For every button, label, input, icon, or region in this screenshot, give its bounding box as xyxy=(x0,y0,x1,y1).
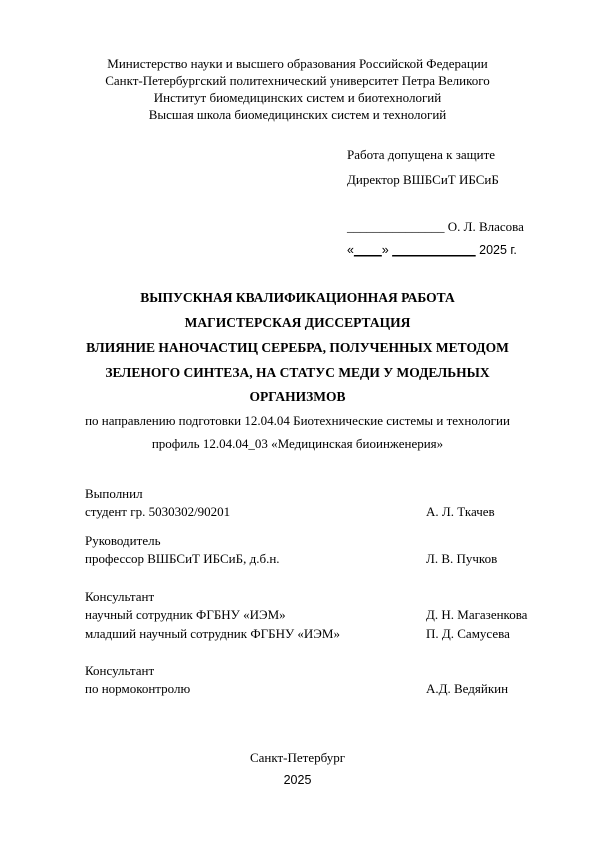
supervisor-role: профессор ВШБСиТ ИБСиБ, д.б.н. xyxy=(85,551,280,566)
thesis-title-line1: ВЛИЯНИЕ НАНОЧАСТИЦ СЕРЕБРА, ПОЛУЧЕННЫХ МЕТОДОМ xyxy=(86,340,509,355)
date-month-blank: ____________ xyxy=(392,243,476,257)
consultant-label: Консультант xyxy=(85,589,155,604)
supervisor-name: Л. В. Пучков xyxy=(426,551,498,566)
normcontrol-label: Консультант xyxy=(85,663,155,678)
year-text: 2025 xyxy=(283,773,312,787)
consultant2-name: П. Д. Самусева xyxy=(426,626,510,641)
student-name: А. Л. Ткачев xyxy=(426,504,495,519)
date-year: 2025 г. xyxy=(475,243,517,257)
thesis-title-line3: ОРГАНИЗМОВ xyxy=(249,389,346,404)
consultant1-name: Д. Н. Магазенкова xyxy=(426,607,528,622)
date-day-blank: ____ xyxy=(353,243,382,257)
director-text: Директор ВШБСиТ ИБСиБ xyxy=(347,172,499,187)
date-open-quote: « xyxy=(347,243,354,257)
supervisor-label: Руководитель xyxy=(85,533,161,548)
direction-text: по направлению подготовки 12.04.04 Биотехнические системы и технологии xyxy=(85,413,510,428)
degree-title: МАГИСТЕРСКАЯ ДИССЕРТАЦИЯ xyxy=(184,315,411,330)
city-text: Санкт-Петербург xyxy=(249,750,346,765)
consultant1-role: научный сотрудник ФГБНУ «ИЭМ» xyxy=(85,607,286,622)
university-line: Санкт-Петербургский политехнический университет Петра Великого xyxy=(105,73,490,88)
normcontrol-role: по нормоконтролю xyxy=(85,681,191,696)
admitted-text: Работа допущена к защите xyxy=(347,147,496,162)
institute-line: Институт биомедицинских систем и биотехнологий xyxy=(153,90,442,105)
signature-line: _______________ О. Л. Власова xyxy=(347,219,524,234)
approval-date xyxy=(347,243,517,257)
student-role: студент гр. 5030302/90201 xyxy=(85,504,231,519)
date-close-quote: » xyxy=(381,243,393,257)
normcontrol-name: А.Д. Ведяйкин xyxy=(426,681,509,696)
school-line: Высшая школа биомедицинских систем и технологий xyxy=(148,107,447,122)
profile-text: профиль 12.04.04_03 «Медицинская биоинженерия» xyxy=(151,436,444,451)
ministry-line: Министерство науки и высшего образования Российской Федерации xyxy=(107,56,488,71)
consultant2-role: младший научный сотрудник ФГБНУ «ИЭМ» xyxy=(85,626,340,641)
work-type-title: ВЫПУСКНАЯ КВАЛИФИКАЦИОННАЯ РАБОТА xyxy=(140,290,455,305)
thesis-title-line2: ЗЕЛЕНОГО СИНТЕЗА, НА СТАТУС МЕДИ У МОДЕЛЬНЫХ xyxy=(105,365,490,380)
performed-label: Выполнил xyxy=(85,486,143,501)
